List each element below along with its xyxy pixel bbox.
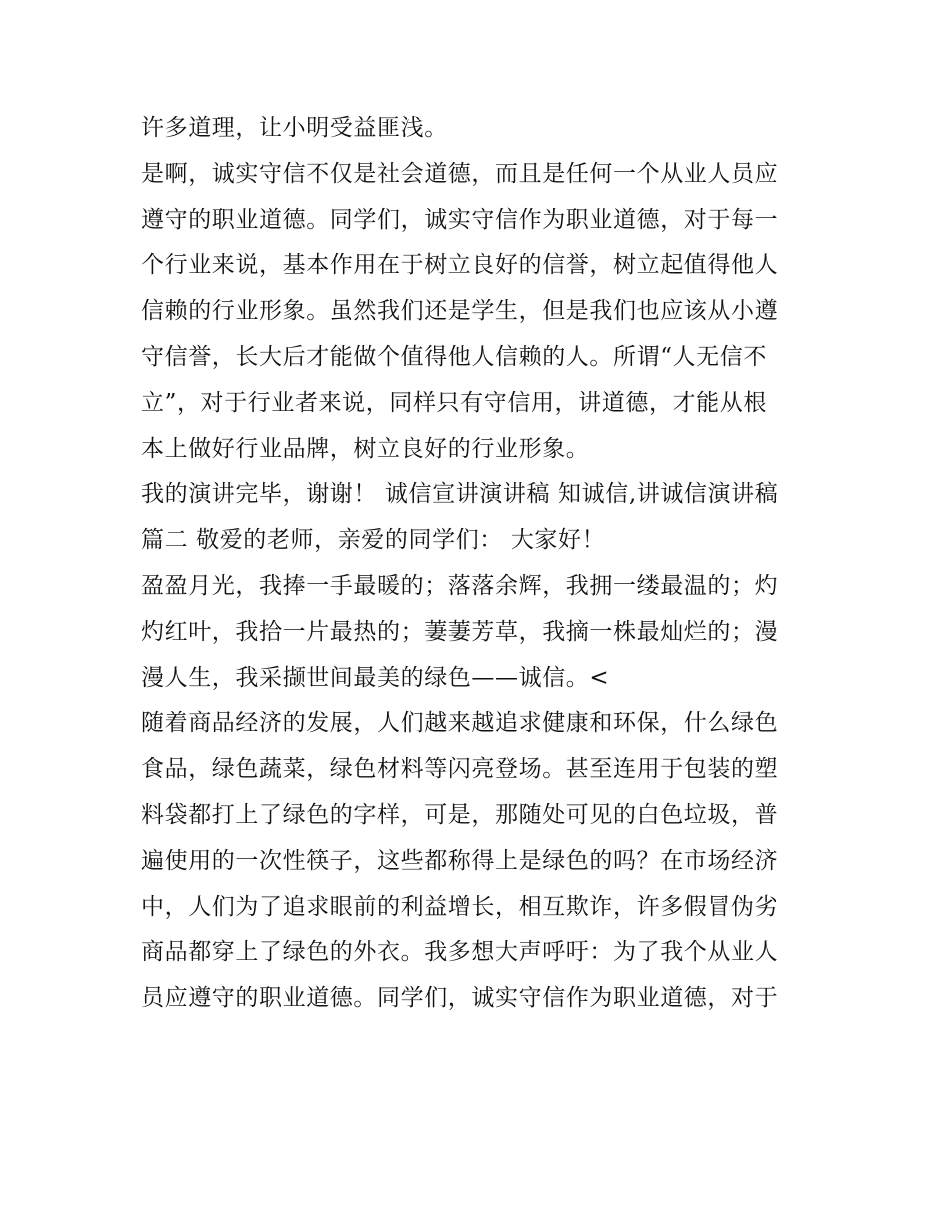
text-line: 遍使用的一次性筷子，这些都称得上是绿色的吗？在市场经济 [141, 847, 779, 874]
text-line: 商品都穿上了绿色的外衣。我多想大声呼吁：为了我个从业人 [141, 939, 779, 966]
text-line: 许多道理，让小明受益匪浅。 [141, 115, 448, 141]
text-line: 中，人们为了追求眼前的利益增长，相互欺诈，许多假冒伪劣 [141, 893, 779, 920]
text-line: 食品，绿色蔬菜，绿色材料等闪亮登场。甚至连用于包装的塑 [141, 756, 779, 783]
document-body [141, 106, 813, 1022]
text-line: 守信誉，长大后才能做个值得他人信赖的人。所谓“人无信不 [141, 343, 767, 370]
text-line: 随着商品经济的发展，人们越来越追求健康和环保，什么绿色 [141, 710, 779, 737]
text-line: 漫人生，我采撷世间最美的绿色——诚信。< [141, 664, 610, 691]
text-line: 盈盈月光，我捧一手最暖的；落落余辉，我拥一缕最温的；灼 [141, 572, 779, 599]
text-line: 信赖的行业形象。虽然我们还是学生，但是我们也应该从小遵 [141, 298, 779, 325]
text-line: 是啊，诚实守信不仅是社会道德，而且是任何一个从业人员应 [141, 160, 779, 187]
text-line: 本上做好行业品牌，树立良好的行业形象。 [141, 435, 590, 462]
text-line: 料袋都打上了绿色的字样，可是，那随处可见的白色垃圾，普 [141, 801, 779, 828]
text-line: 个行业来说，基本作用在于树立良好的信誉，树立起值得他人 [141, 252, 779, 279]
text-line: 篇二 敬爱的老师，亲爱的同学们： 大家好！ [141, 527, 606, 554]
text-line: 员应遵守的职业道德。同学们，诚实守信作为职业道德，对于 [141, 985, 779, 1012]
text-line: 灼红叶，我拾一片最热的；萋萋芳草，我摘一株最灿烂的；漫 [141, 618, 779, 645]
text-line: 立”，对于行业者来说，同样只有守信用，讲道德，才能从根 [141, 389, 767, 416]
text-line: 我的演讲完毕，谢谢！ 诚信宣讲演讲稿 知诚信,讲诚信演讲稿 [141, 481, 779, 508]
text-line: 遵守的职业道德。同学们，诚实守信作为职业道德，对于每一 [141, 206, 779, 233]
